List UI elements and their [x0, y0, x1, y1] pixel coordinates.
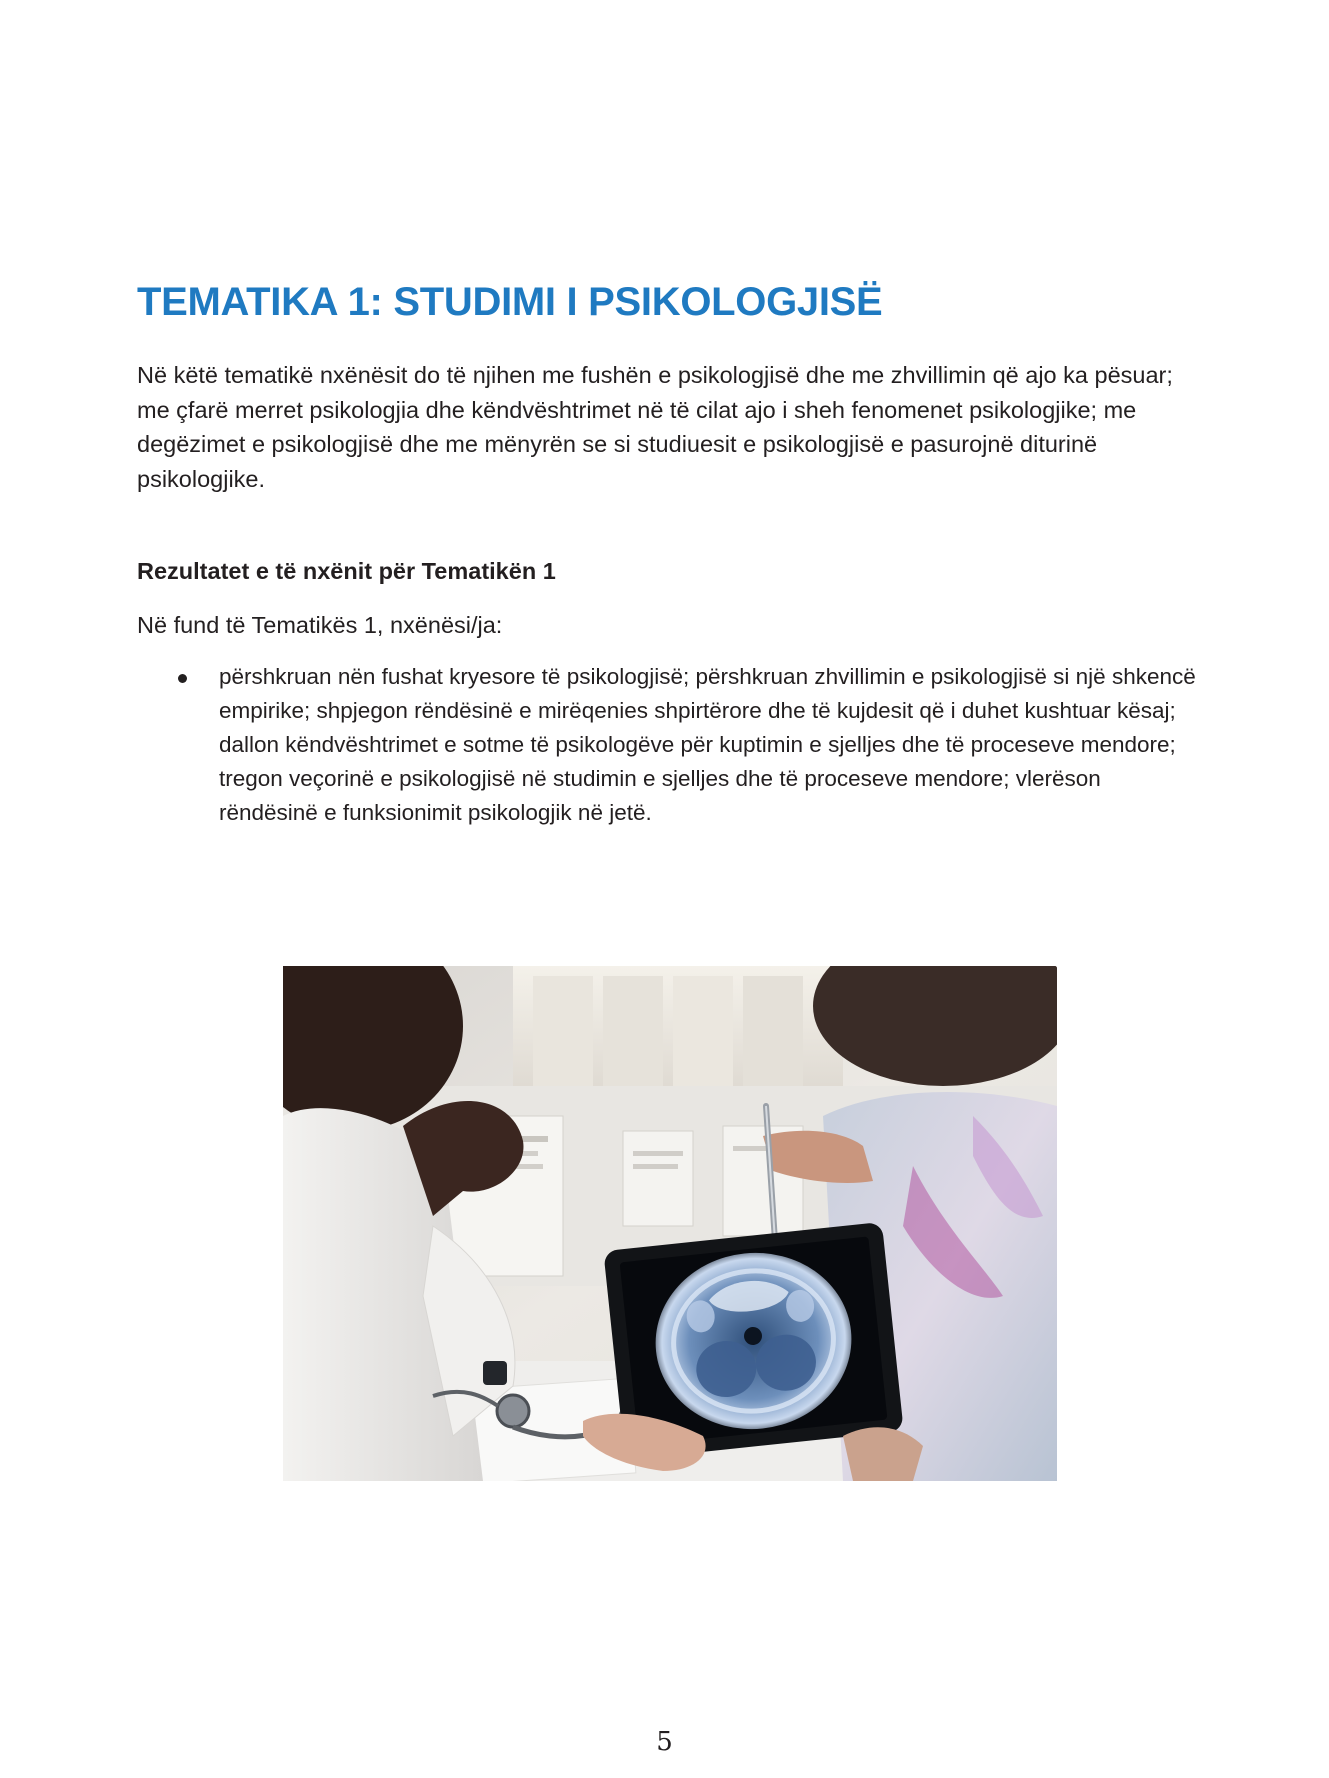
outcome-item: [176, 660, 1196, 830]
bullet-icon: [178, 674, 187, 683]
intro-paragraph: Në këtë tematikë nxënësit do të njihen me fushën e psikologjisë dhe me zhvillimin që ajo ka pësuar; me çfarë merret psikologjia dhe këndvështrimet në të cilat ajo i sheh fenomenet psikologjike; me degëzimet e psikologjisë dhe me mënyrën se si studiuesit e psikologjisë e pasurojnë diturinë psikologjike.: [137, 362, 1173, 492]
brain-scan-photo: [283, 966, 1057, 1481]
outcomes-list: [176, 660, 1196, 830]
page-number: 5: [656, 1727, 673, 1757]
photo-illustration: [283, 966, 1057, 1481]
outcomes-lead: Në fund të Tematikës 1, nxënësi/ja:: [137, 612, 503, 638]
page-title: TEMATIKA 1: STUDIMI I PSIKOLOGJISË: [137, 280, 883, 324]
outcomes-heading: Rezultatet e të nxënit për Tematikën 1: [137, 558, 556, 584]
outcome-item-text: përshkruan nën fushat kryesore të psikologjisë; përshkruan zhvillimin e psikologjisë si një shkencë empirike; shpjegon rëndësinë e mirëqenies shpirtërore dhe të kujdesit që i duhet kushtuar kësaj; dallon këndvështrimet e sotme të psikologëve për kuptimin e sjelljes dhe të proceseve mendore; tregon veçorinë e psikologjisë në studimin e sjelljes dhe të proceseve mendore; vlerëson rëndësinë e funksionimit psikologjik në jetë.: [219, 664, 1196, 825]
